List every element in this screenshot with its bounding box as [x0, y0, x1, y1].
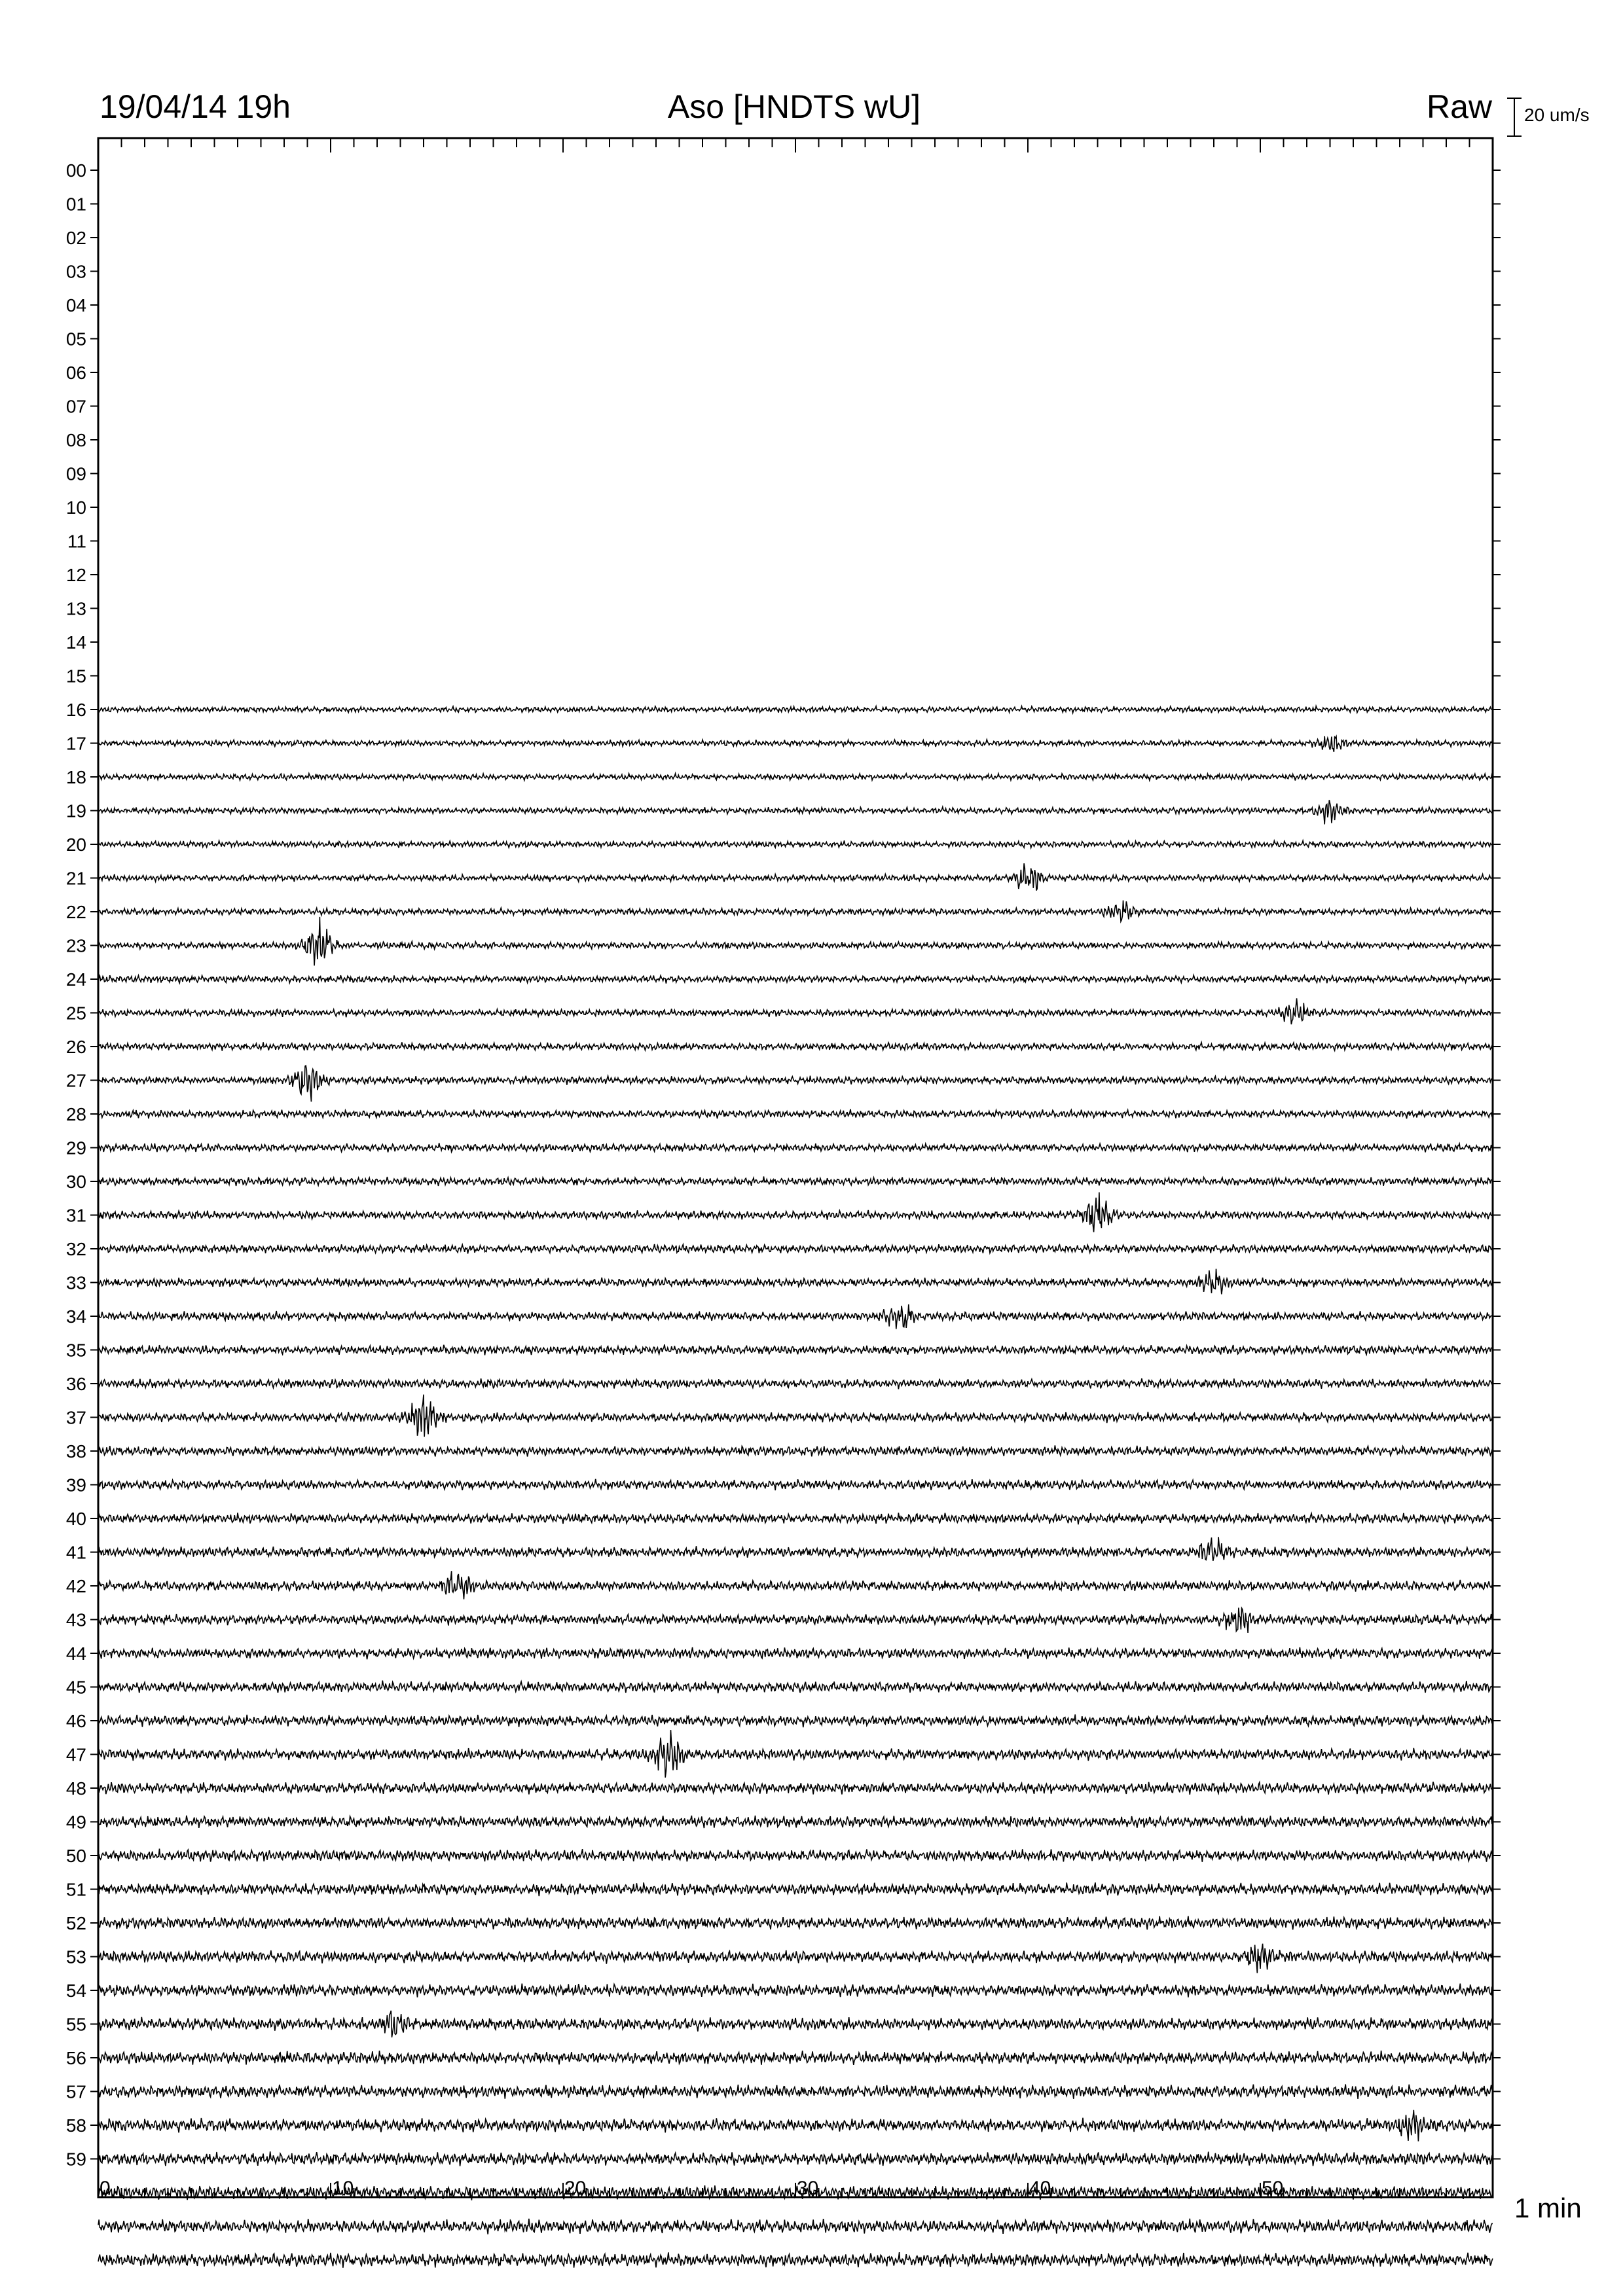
plot-frame	[98, 138, 1493, 2197]
x-tick-label: 10	[332, 2178, 354, 2199]
row-label: 35	[65, 1340, 86, 1361]
trace-row-52	[98, 1916, 1493, 1930]
traces	[98, 706, 1493, 2268]
row-label: 12	[65, 565, 86, 585]
trace-row-extra-61	[98, 2219, 1493, 2234]
row-label: 20	[65, 834, 86, 855]
trace-row-42	[98, 1571, 1493, 1599]
row-label: 29	[65, 1138, 86, 1158]
row-label: 49	[65, 1812, 86, 1833]
trace-row-49	[98, 1816, 1493, 1828]
trace-row-16	[98, 706, 1493, 713]
trace-row-23	[98, 917, 1493, 965]
row-label: 43	[65, 1609, 86, 1630]
x-tick-label: 20	[564, 2178, 587, 2199]
trace-row-54	[98, 1984, 1493, 1998]
date-hour-label: 19/04/14 19h	[100, 88, 291, 125]
trace-row-35	[98, 1344, 1493, 1355]
row-label: 25	[65, 1003, 86, 1024]
x-tick-label: 0	[100, 2178, 111, 2199]
trace-row-34	[98, 1304, 1493, 1329]
row-label: 03	[65, 261, 86, 282]
row-label: 16	[65, 700, 86, 720]
trace-row-21	[98, 863, 1493, 891]
row-label: 24	[65, 969, 86, 990]
scale-label: 20 um/s	[1524, 105, 1590, 125]
row-label: 50	[65, 1846, 86, 1866]
trace-row-25	[98, 998, 1493, 1024]
row-label: 46	[65, 1711, 86, 1731]
row-label: 22	[65, 902, 86, 922]
row-label: 56	[65, 2048, 86, 2068]
trace-row-18	[98, 774, 1493, 781]
x-tick-label: 30	[797, 2178, 819, 2199]
trace-row-37	[98, 1395, 1493, 1437]
trace-row-46	[98, 1715, 1493, 1728]
trace-row-56	[98, 2051, 1493, 2065]
row-label: 52	[65, 1913, 86, 1933]
row-label: 48	[65, 1778, 86, 1799]
row-label: 59	[65, 2149, 86, 2170]
trace-row-45	[98, 1681, 1493, 1694]
chart-title: Aso [HNDTS wU]	[667, 88, 921, 125]
trace-row-41	[98, 1537, 1493, 1561]
row-label: 32	[65, 1239, 86, 1259]
x-tick-labels	[100, 2178, 1283, 2199]
row-label: 09	[65, 463, 86, 484]
row-label: 17	[65, 733, 86, 754]
trace-row-29	[98, 1143, 1493, 1152]
row-label: 34	[65, 1306, 86, 1327]
trace-row-53	[98, 1944, 1493, 1973]
row-label: 27	[65, 1070, 86, 1091]
row-label: 02	[65, 228, 86, 248]
trace-row-40	[98, 1513, 1493, 1524]
trace-row-44	[98, 1647, 1493, 1659]
trace-row-57	[98, 2085, 1493, 2099]
row-label: 42	[65, 1576, 86, 1596]
trace-row-47	[98, 1730, 1493, 1778]
trace-row-58	[98, 2110, 1493, 2142]
row-label: 30	[65, 1172, 86, 1192]
trace-row-51	[98, 1882, 1493, 1896]
row-label: 38	[65, 1441, 86, 1462]
row-label: 39	[65, 1475, 86, 1496]
row-label: 04	[65, 295, 86, 315]
row-label: 44	[65, 1643, 86, 1664]
row-label: 55	[65, 2014, 86, 2035]
row-label: 31	[65, 1205, 86, 1226]
row-labels	[66, 160, 86, 2170]
row-label: 33	[65, 1272, 86, 1293]
row-label: 21	[65, 868, 86, 889]
row-label: 47	[65, 1744, 86, 1765]
row-label: 37	[65, 1407, 86, 1428]
trace-row-43	[98, 1607, 1493, 1633]
row-label: 01	[65, 194, 86, 215]
trace-row-31	[98, 1193, 1493, 1232]
trace-row-50	[98, 1849, 1493, 1862]
x-tick-label: 50	[1262, 2178, 1284, 2199]
trace-row-26	[98, 1042, 1493, 1050]
row-label: 41	[65, 1542, 86, 1563]
row-label: 57	[65, 2081, 86, 2102]
row-label: 14	[65, 632, 86, 653]
row-label: 00	[65, 160, 86, 181]
trace-row-30	[98, 1177, 1493, 1187]
trace-row-32	[98, 1244, 1493, 1254]
row-label: 23	[65, 935, 86, 956]
trace-row-33	[98, 1269, 1493, 1295]
x-tick-label: 40	[1029, 2178, 1051, 2199]
trace-row-20	[98, 840, 1493, 848]
row-label: 45	[65, 1677, 86, 1698]
row-label: 36	[65, 1374, 86, 1394]
row-label: 51	[65, 1879, 86, 1900]
row-label: 54	[65, 1981, 86, 2001]
trace-row-19	[98, 800, 1493, 824]
row-label: 19	[65, 800, 86, 821]
trace-row-39	[98, 1479, 1493, 1490]
trace-row-24	[98, 975, 1493, 984]
trace-row-38	[98, 1445, 1493, 1456]
row-label: 05	[65, 329, 86, 350]
duration-label: 1 min	[1514, 2193, 1582, 2223]
row-label: 18	[65, 767, 86, 787]
trace-row-22	[98, 901, 1493, 922]
mode-label: Raw	[1426, 88, 1492, 125]
row-label: 07	[65, 396, 86, 417]
trace-row-48	[98, 1782, 1493, 1795]
trace-row-17	[98, 736, 1493, 752]
trace-row-36	[98, 1378, 1493, 1389]
trace-row-55	[98, 2011, 1493, 2037]
row-label: 06	[65, 363, 86, 383]
trace-row-27	[98, 1066, 1493, 1102]
row-label: 28	[65, 1104, 86, 1124]
row-label: 13	[65, 598, 86, 619]
row-label: 40	[65, 1509, 86, 1529]
row-label: 58	[65, 2115, 86, 2136]
trace-row-28	[98, 1109, 1493, 1119]
row-label: 11	[67, 531, 86, 552]
row-label: 15	[65, 666, 86, 687]
trace-row-extra-62	[98, 2252, 1493, 2268]
row-label: 53	[65, 1946, 86, 1967]
row-label: 08	[65, 430, 86, 450]
row-label: 10	[65, 497, 86, 518]
trace-row-59	[98, 2151, 1493, 2166]
row-label: 26	[65, 1037, 86, 1057]
